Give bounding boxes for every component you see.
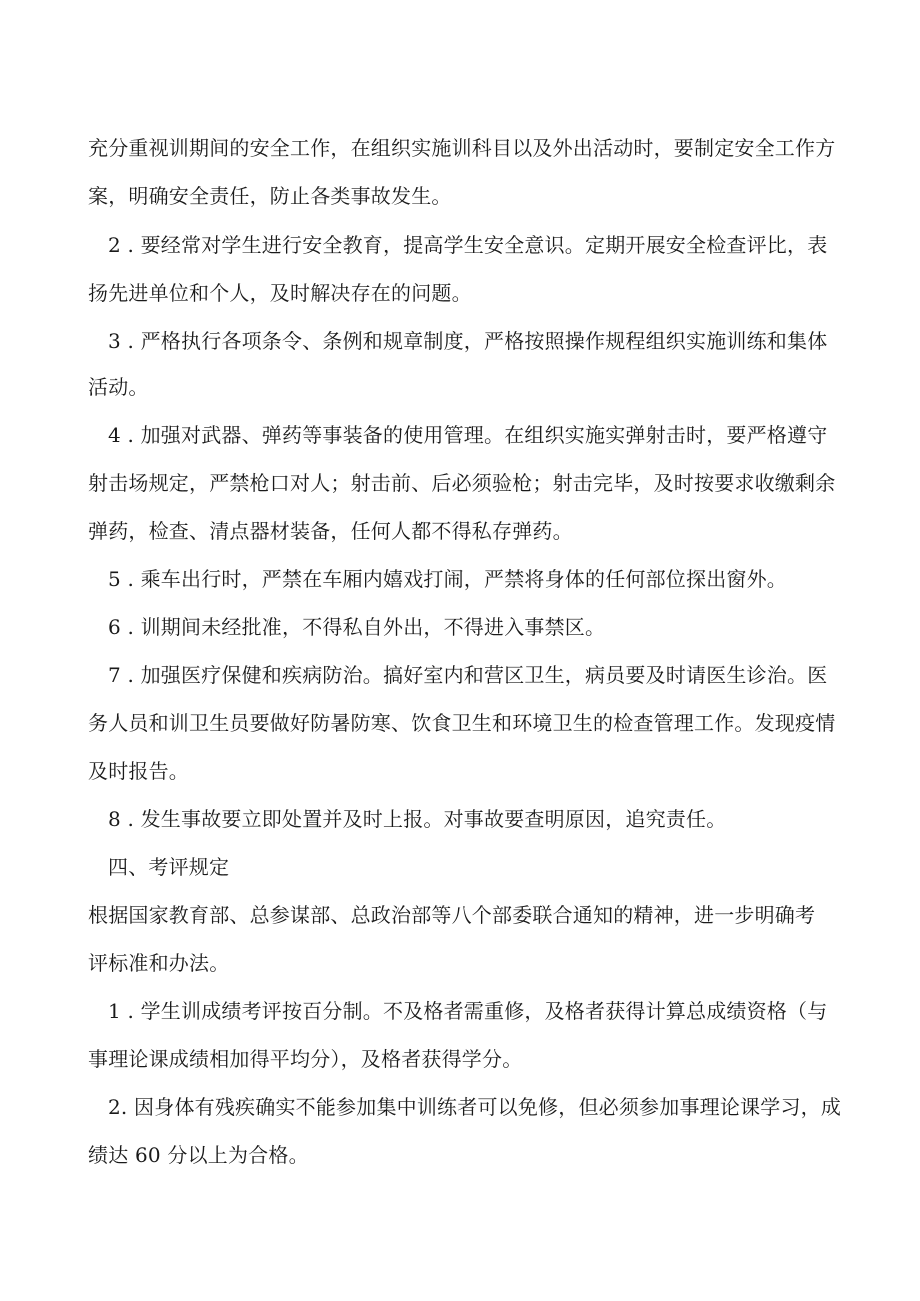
section-heading: 四、考评规定	[108, 855, 230, 879]
eval-item-1-line-1: 1 . 学生训成绩考评按百分制。不及格者需重修，及格者获得计算总成绩资格（与	[108, 999, 828, 1023]
item-3-line-1: 3 . 严格执行各项条令、条例和规章制度，严格按照操作规程组织实施训练和集体	[108, 329, 828, 353]
section-intro-line-2: 评标准和办法。	[88, 951, 230, 975]
eval-item-2-line-1: 2. 因身体有残疾确实不能参加集中训练者可以免修，但必须参加事理论课学习，成	[108, 1095, 842, 1119]
eval-item-1-line-2: 事理论课成绩相加得平均分），及格者获得学分。	[88, 1047, 523, 1071]
paragraph-1-line-2: 案，明确安全责任，防止各类事故发生。	[88, 184, 452, 208]
item-3-line-2: 活动。	[88, 375, 149, 399]
item-4-line-1: 4 . 加强对武器、弹药等事装备的使用管理。在组织实施实弹射击时，要严格遵守	[108, 423, 828, 447]
item-7-line-2: 务人员和训卫生员要做好防暑防寒、饮食卫生和环境卫生的检查管理工作。发现疫情	[88, 711, 836, 735]
item-2-line-2: 扬先进单位和个人，及时解决存在的问题。	[88, 281, 472, 305]
item-8-line-1: 8 . 发生事故要立即处置并及时上报。对事故要查明原因，追究责任。	[108, 807, 727, 831]
item-7-line-3: 及时报告。	[88, 759, 189, 783]
paragraph-1-line-1: 充分重视训期间的安全工作，在组织实施训科目以及外出活动时，要制定安全工作方	[88, 136, 836, 160]
section-intro-line-1: 根据国家教育部、总参谋部、总政治部等八个部委联合通知的精神，进一步明确考	[88, 903, 816, 927]
eval-item-2-line-2: 绩达 60 分以上为合格。	[88, 1143, 309, 1167]
item-7-line-1: 7 . 加强医疗保健和疾病防治。搞好室内和营区卫生，病员要及时请医生诊治。医	[108, 663, 828, 687]
item-4-line-3: 弹药，检查、清点器材装备，任何人都不得私存弹药。	[88, 519, 573, 543]
item-5-line-1: 5 . 乘车出行时，严禁在车厢内嬉戏打闹，严禁将身体的任何部位探出窗外。	[108, 567, 787, 591]
item-2-line-1: 2 . 要经常对学生进行安全教育，提高学生安全意识。定期开展安全检查评比，表	[108, 233, 828, 257]
item-6-line-1: 6 . 训期间未经批准，不得私自外出，不得进入事禁区。	[108, 615, 606, 639]
item-4-line-2: 射击场规定，严禁枪口对人；射击前、后必须验枪；射击完毕，及时按要求收缴剩余	[88, 471, 836, 495]
